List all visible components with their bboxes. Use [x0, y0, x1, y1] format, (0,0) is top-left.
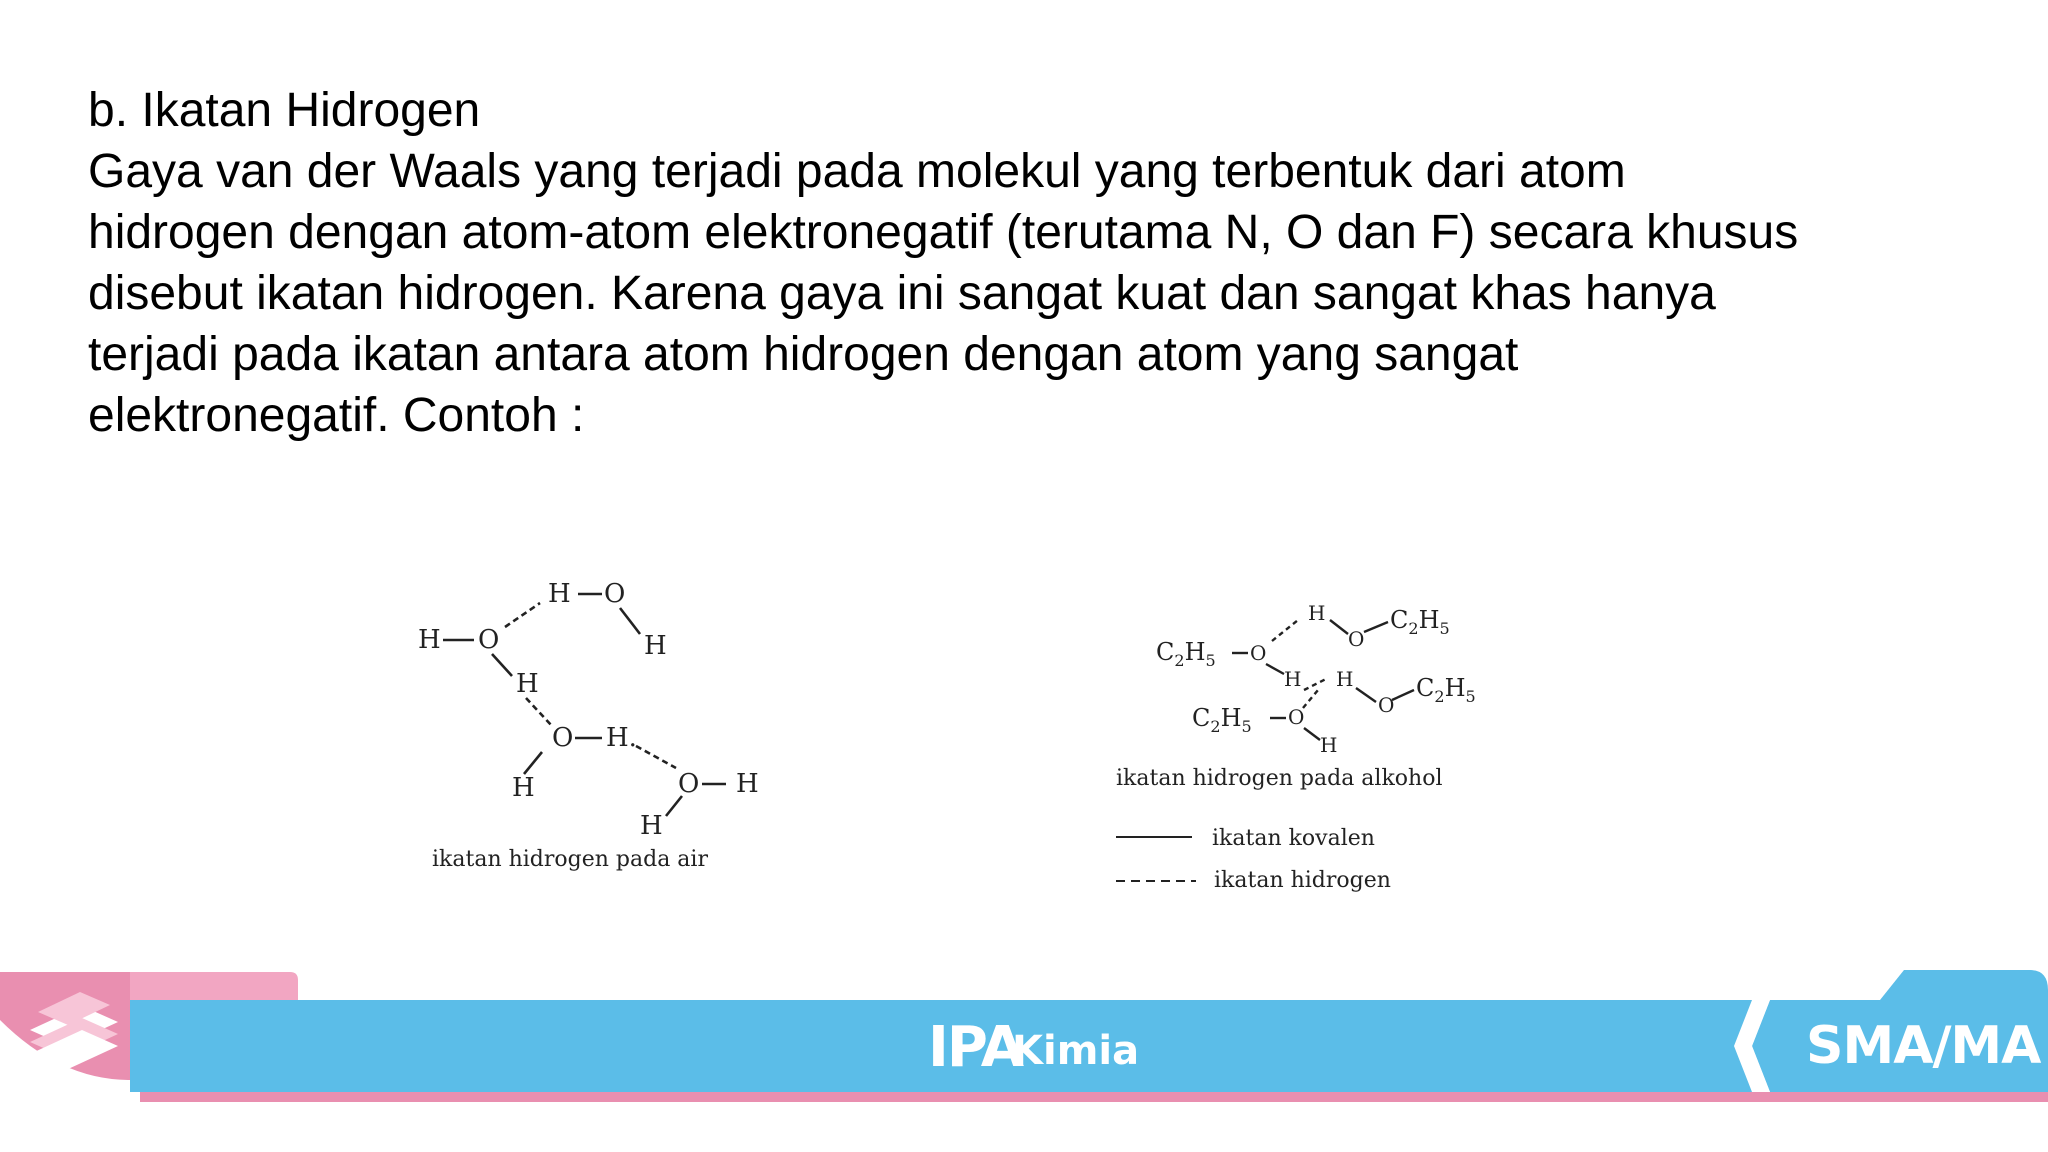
ethyl-group: $C_2H_5$ — [1192, 704, 1252, 736]
legend — [1116, 826, 1391, 893]
atom-label: H — [644, 631, 667, 661]
atom-label: H — [1320, 733, 1338, 757]
alcohol-atoms — [1250, 601, 1394, 757]
ethyl-group: $C_2H_5$ — [1416, 674, 1476, 706]
legend-covalent-label: ikatan kovalen — [1212, 826, 1375, 851]
alcohol-diagram — [1232, 620, 1414, 740]
legend-hydrogen-label: ikatan hidrogen — [1214, 868, 1391, 893]
paragraph-line: hidrogen dengan atom-atom elektronegatif (terutama N, O dan F) secara khusus — [88, 206, 1799, 259]
paragraph-line: terjadi pada ikatan antara atom hidrogen dengan atom yang sangat — [88, 328, 1519, 381]
bond-covalent — [1330, 620, 1348, 634]
bond-covalent — [524, 752, 542, 774]
paragraph-line: Gaya van der Waals yang terjadi pada molekul yang terbentuk dari atom — [88, 145, 1626, 198]
bond-hydrogen — [526, 698, 552, 726]
bond-covalent — [1266, 664, 1284, 674]
bond-covalent — [1392, 690, 1414, 700]
water-caption: ikatan hidrogen pada air — [432, 847, 708, 872]
bond-hydrogen — [1304, 678, 1328, 690]
atom-label: H — [1284, 667, 1302, 691]
atom-label: H — [516, 669, 539, 699]
bond-hydrogen — [505, 603, 540, 627]
atom-label: O — [1250, 641, 1267, 665]
atom-label: H — [548, 579, 571, 609]
atom-label: H — [640, 811, 663, 841]
bond-hydrogen — [1303, 690, 1318, 708]
atom-label: H. — [606, 723, 637, 753]
alcohol-caption: ikatan hidrogen pada alkohol — [1116, 766, 1443, 791]
water-atoms — [418, 579, 759, 841]
atom-label: H — [1336, 667, 1354, 691]
bond-hydrogen — [1272, 620, 1298, 641]
footer-subject-prefix: IPA — [928, 1015, 1023, 1080]
bond-hydrogen — [636, 746, 676, 768]
atom-label: H — [512, 773, 535, 803]
paragraph-line: disebut ikatan hidrogen. Karena gaya ini sangat kuat dan sangat khas hanya — [88, 267, 1716, 320]
bond-covalent — [620, 608, 640, 634]
paragraph-line: elektronegatif. Contoh : — [88, 389, 585, 442]
atom-label: H — [418, 625, 441, 655]
bond-covalent — [1364, 622, 1388, 632]
section-heading: b. Ikatan Hidrogen — [88, 84, 481, 137]
footer-subject: Kimia — [1012, 1028, 1140, 1074]
atom-label: O — [1288, 705, 1305, 729]
bond-covalent — [1304, 728, 1320, 740]
atom-label: H — [736, 769, 759, 799]
bond-covalent — [666, 796, 682, 816]
atom-label: O — [1348, 627, 1365, 651]
atom-label: O — [1378, 693, 1395, 717]
atom-label: O — [552, 723, 574, 753]
atom-label: H — [1308, 601, 1326, 625]
bond-covalent — [1356, 688, 1376, 702]
ethyl-group: $C_2H_5$ — [1390, 606, 1450, 638]
blue-tab — [1880, 970, 2048, 1000]
atom-label: O — [478, 625, 500, 655]
atom-label: O — [678, 769, 700, 799]
ethyl-group: $C_2H_5$ — [1156, 638, 1216, 670]
pink-underline — [140, 1092, 2048, 1102]
atom-label: O — [604, 579, 626, 609]
bond-covalent — [492, 654, 512, 676]
footer-level: SMA/MA — [1806, 1016, 2041, 1076]
